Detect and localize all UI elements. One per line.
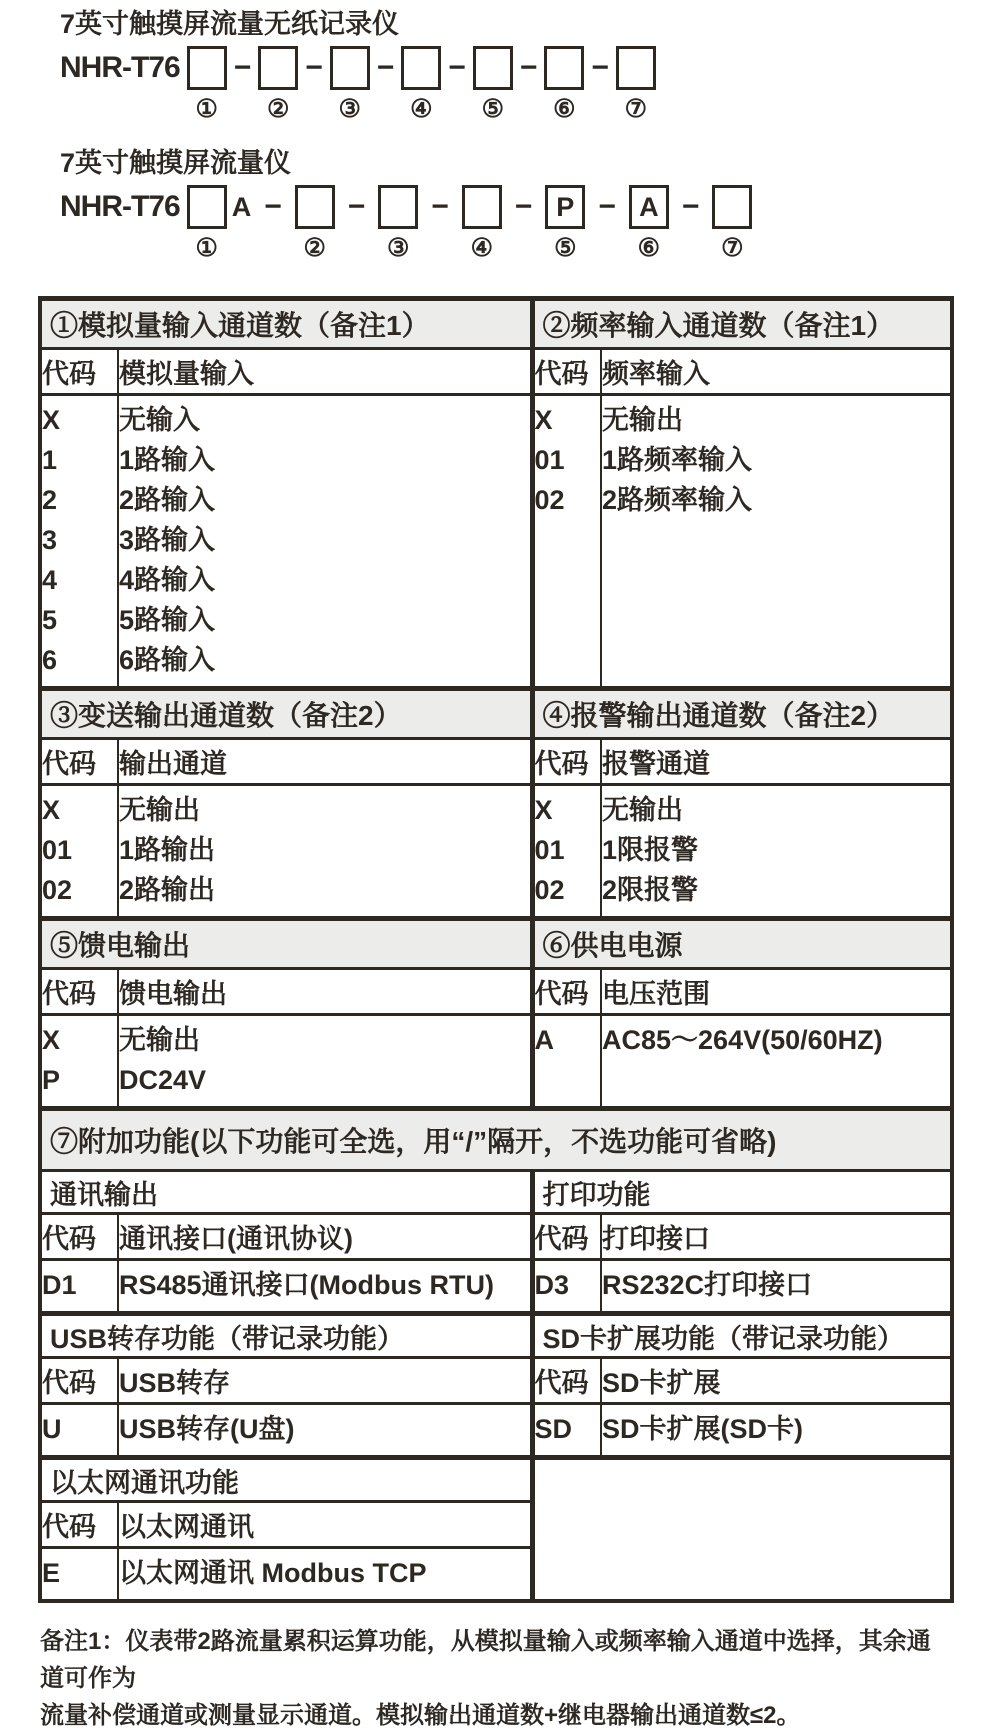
position-number: ⑦ bbox=[624, 95, 648, 123]
model-slot bbox=[712, 185, 752, 262]
model-slot bbox=[629, 185, 669, 262]
table-row bbox=[40, 1404, 952, 1458]
section-6-header: ⑥供电电源 bbox=[532, 919, 952, 969]
desc-header-cell: 频率输入 bbox=[601, 349, 952, 395]
code-header-cell: 代码 bbox=[532, 1358, 601, 1404]
position-number: ⑦ bbox=[721, 234, 744, 262]
model-slot bbox=[545, 185, 585, 262]
model-slot bbox=[544, 46, 584, 123]
position-number: ② bbox=[303, 234, 326, 262]
position-number: ④ bbox=[410, 95, 433, 123]
model-box bbox=[295, 185, 335, 229]
table-row bbox=[40, 1260, 952, 1314]
dash-separator: − bbox=[233, 51, 252, 84]
code-header-cell: 代码 bbox=[40, 1502, 118, 1548]
section-5-header: ⑤馈电输出 bbox=[40, 919, 532, 969]
code-cell: D1 bbox=[40, 1260, 118, 1314]
subsection-title-comm: 通讯输出 bbox=[40, 1171, 532, 1214]
subsection-title-ethernet: 以太网通讯功能 bbox=[40, 1458, 532, 1502]
dash-separator: − bbox=[591, 51, 609, 84]
model-diagram-flowmeter bbox=[38, 147, 990, 262]
code-header-cell: 代码 bbox=[40, 1358, 118, 1404]
code-cell: D3 bbox=[532, 1260, 601, 1314]
code-header-cell: 代码 bbox=[532, 739, 601, 785]
section-3-header: ③变送输出通道数（备注2） bbox=[40, 689, 532, 739]
position-number: ① bbox=[195, 95, 218, 123]
subsection-title-sd: SD卡扩展功能（带记录功能） bbox=[532, 1314, 952, 1358]
model-box: A bbox=[629, 185, 669, 229]
product-title-flowmeter: 7英寸触摸屏流量仪 bbox=[60, 148, 292, 178]
code-cell: X 01 02 bbox=[40, 785, 118, 919]
desc-header-cell: USB转存 bbox=[118, 1358, 532, 1404]
position-number: ⑥ bbox=[553, 95, 576, 123]
model-diagram-recorder bbox=[38, 8, 990, 123]
table-row bbox=[40, 785, 952, 919]
section-header-row bbox=[40, 919, 952, 969]
code-cell: E bbox=[40, 1548, 118, 1602]
model-slot bbox=[616, 46, 656, 123]
code-cell: U bbox=[40, 1404, 118, 1458]
desc-header-cell: SD卡扩展 bbox=[601, 1358, 952, 1404]
code-header-cell: 代码 bbox=[532, 1214, 601, 1260]
code-header-cell: 代码 bbox=[532, 969, 601, 1015]
dash-separator: − bbox=[264, 190, 282, 223]
desc-header-cell: 馈电输出 bbox=[118, 969, 532, 1015]
subsection-title-row bbox=[40, 1171, 952, 1214]
model-code-line-flowmeter bbox=[60, 185, 990, 262]
position-number: ② bbox=[267, 95, 290, 123]
subheader-row bbox=[40, 349, 952, 395]
desc-cell: AC85～264V(50/60HZ) bbox=[602, 1025, 883, 1055]
desc-cell: 无输出 DC24V bbox=[118, 1015, 532, 1109]
position-number: ③ bbox=[338, 95, 361, 123]
subheader-row bbox=[40, 1358, 952, 1404]
model-box bbox=[258, 46, 298, 90]
model-slot bbox=[295, 185, 335, 262]
model-box bbox=[401, 46, 441, 90]
model-slot bbox=[187, 46, 227, 123]
code-header-cell: 代码 bbox=[532, 349, 601, 395]
desc-cell: SD卡扩展(SD卡) bbox=[602, 1414, 804, 1444]
code-header-cell: 代码 bbox=[40, 349, 118, 395]
dash-separator: − bbox=[598, 190, 616, 223]
section-4-header: ④报警输出通道数（备注2） bbox=[532, 689, 952, 739]
code-cell: X 1 2 3 4 5 6 bbox=[40, 395, 118, 689]
subheader-row bbox=[40, 969, 952, 1015]
model-box bbox=[616, 46, 656, 90]
desc-header-cell: 打印接口 bbox=[601, 1214, 952, 1260]
model-box bbox=[378, 185, 418, 229]
model-prefix: NHR-T76 bbox=[60, 51, 180, 84]
desc-cell: 无输出 1路频率输入 2路频率输入 bbox=[602, 405, 753, 515]
desc-header-cell: 模拟量输入 bbox=[118, 349, 532, 395]
code-cell: X 01 02 bbox=[532, 395, 601, 689]
code-cell: X P bbox=[40, 1015, 118, 1109]
model-slot bbox=[378, 185, 418, 262]
section-header-row bbox=[40, 299, 952, 349]
position-number: ③ bbox=[387, 234, 410, 262]
model-slot bbox=[330, 46, 370, 123]
dash-separator: − bbox=[305, 51, 323, 84]
dash-separator: − bbox=[519, 51, 538, 84]
model-slot bbox=[401, 46, 441, 123]
footnotes bbox=[40, 1623, 945, 1734]
dash-separator: − bbox=[376, 51, 395, 84]
desc-cell: 无输出 1路输出 2路输出 bbox=[118, 785, 532, 919]
model-box: P bbox=[545, 185, 585, 229]
dash-separator: − bbox=[431, 190, 449, 223]
note-line-2: 流量补偿通道或测量显示通道。模拟输出通道数+继电器输出通道数≤2。 bbox=[40, 1702, 801, 1729]
section-1-header: ①模拟量输入通道数（备注1） bbox=[40, 299, 532, 349]
model-slot bbox=[187, 185, 227, 262]
code-header-cell: 代码 bbox=[40, 739, 118, 785]
model-prefix: NHR-T76 bbox=[60, 190, 180, 223]
desc-cell: RS232C打印接口 bbox=[602, 1270, 813, 1300]
code-cell: SD bbox=[532, 1404, 601, 1458]
model-box bbox=[544, 46, 584, 90]
position-number: ⑤ bbox=[554, 234, 577, 262]
subsection-title-usb: USB转存功能（带记录功能） bbox=[40, 1314, 532, 1358]
desc-cell: 以太网通讯 Modbus TCP bbox=[118, 1548, 532, 1602]
model-box bbox=[462, 185, 502, 229]
position-number: ④ bbox=[470, 234, 493, 262]
subsection-title-row bbox=[40, 1314, 952, 1358]
position-number: ⑥ bbox=[637, 234, 661, 262]
dash-separator: − bbox=[347, 190, 366, 223]
position-number: ⑤ bbox=[481, 95, 505, 123]
code-header-cell: 代码 bbox=[40, 1214, 118, 1260]
desc-header-cell: 通讯接口(通讯协议) bbox=[118, 1214, 532, 1260]
desc-cell: USB转存(U盘) bbox=[118, 1404, 532, 1458]
code-header-cell: 代码 bbox=[40, 969, 118, 1015]
model-box bbox=[330, 46, 370, 90]
code-cell: A bbox=[532, 1015, 601, 1109]
model-box bbox=[712, 185, 752, 229]
desc-cell: 无输入 1路输入 2路输入 3路输入 4路输入 5路输入 6路输入 bbox=[118, 395, 532, 689]
desc-header-cell: 电压范围 bbox=[601, 969, 952, 1015]
note-line-1: 备注1：仪表带2路流量累积运算功能，从模拟量输入或频率输入通道中选择，其余通道可作为 bbox=[40, 1628, 931, 1692]
desc-cell: 无输出 1限报警 2限报警 bbox=[602, 795, 699, 905]
dash-separator: − bbox=[448, 51, 466, 84]
model-code-line-recorder bbox=[60, 46, 990, 123]
section-2-header: ②频率输入通道数（备注1） bbox=[532, 299, 952, 349]
desc-header-cell: 报警通道 bbox=[601, 739, 952, 785]
desc-header-cell: 以太网通讯 bbox=[118, 1502, 532, 1548]
model-fixed-letter: A bbox=[231, 192, 252, 222]
subsection-title-print: 打印功能 bbox=[532, 1171, 952, 1214]
subheader-row bbox=[40, 1214, 952, 1260]
table-row bbox=[40, 395, 952, 689]
model-slot bbox=[473, 46, 513, 123]
subsection-title-row bbox=[40, 1458, 952, 1502]
position-number: ① bbox=[195, 234, 218, 262]
desc-header-cell: 输出通道 bbox=[118, 739, 532, 785]
spec-table bbox=[38, 296, 954, 1603]
empty-cell bbox=[532, 1458, 952, 1602]
model-slot bbox=[462, 185, 502, 262]
model-slot bbox=[258, 46, 298, 123]
dash-separator: − bbox=[514, 190, 533, 223]
model-box bbox=[187, 46, 227, 90]
product-title-recorder: 7英寸触摸屏流量无纸记录仪 bbox=[60, 9, 400, 39]
model-box bbox=[187, 185, 227, 229]
section-header-row bbox=[40, 1109, 952, 1171]
code-cell: X 01 02 bbox=[532, 785, 601, 919]
model-box bbox=[473, 46, 513, 90]
section-header-row bbox=[40, 689, 952, 739]
dash-separator: − bbox=[681, 190, 700, 223]
desc-cell: RS485通讯接口(Modbus RTU) bbox=[118, 1260, 532, 1314]
section-7-header: ⑦附加功能(以下功能可全选，用“/”隔开，不选功能可省略) bbox=[40, 1109, 952, 1171]
subheader-row bbox=[40, 739, 952, 785]
table-row bbox=[40, 1015, 952, 1109]
